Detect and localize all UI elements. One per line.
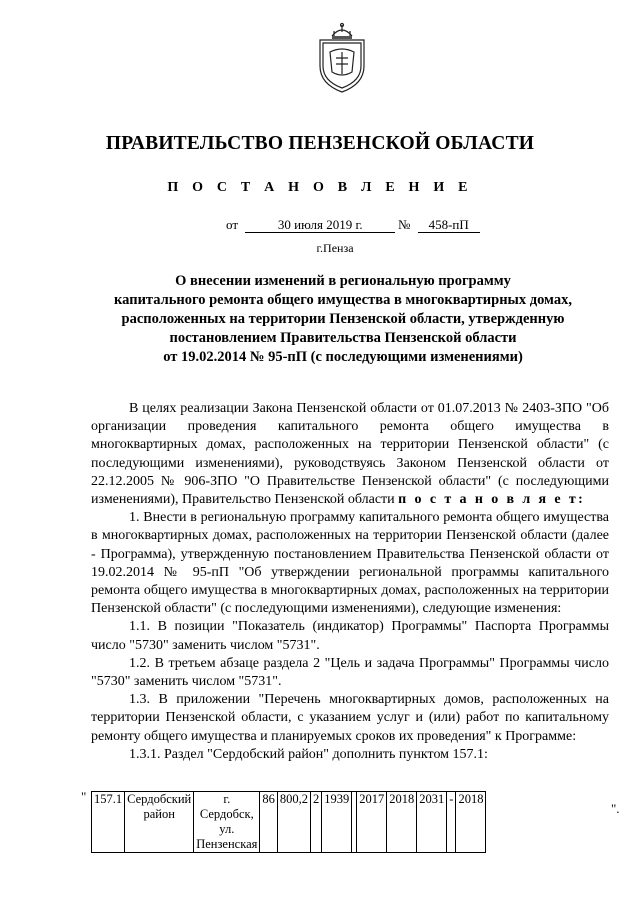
subject-line: от 19.02.2014 № 95-пП (с последующими изменениями) [163,349,523,365]
table-cell: - [447,792,456,853]
paragraph-1: 1. Внести в региональную программу капитального ремонта общего имущества в многоквартирных домах, расположенных на территории Пензенской области (далее - Программа), утвержденную постановлением Правительства Пензенской области от 19.02.2014 № 95-пП "Об утверждении региональной программы капитального ремонта общего имущества в многоквартирных домах, расположенных на территории Пензенской области" (с последующими изменениями), следующие изменения: [91,510,609,617]
document-subject [100,272,586,367]
table-cell: 1939 [322,792,352,853]
subject-line: постановлением Правительства Пензенской области [169,330,517,346]
table-cell: 800,2 [277,792,310,853]
date-line [226,217,395,233]
document-body [91,400,609,764]
number-line [398,217,480,233]
paragraph-1-3-1: 1.3.1. Раздел "Сердобский район" дополнить пунктом 157.1: [129,746,488,762]
paragraph-1-2: 1.2. В третьем абзаце раздела 2 "Цель и задача Программы" Программы число "5730" заменить числом "5731". [91,655,609,690]
close-quote: ". [611,801,620,816]
open-quote: " [81,789,87,804]
paragraph-1-1: 1.1. В позиции "Показатель (индикатор) Программы" Паспорта Программы число "5730" заменить числом "5731". [91,619,609,653]
paragraph-1-3: 1.3. В приложении "Перечень многоквартирных домов, расположенных на территории Пензенской области, с указанием услуг и (или) работ по капитальному ремонту общего имущества и планируемых сроков их проведения" к Программе: [91,692,609,744]
table-cell: 2018 [456,792,486,853]
table-cell: 2018 [387,792,417,853]
organization-title: ПРАВИТЕЛЬСТВО ПЕНЗЕНСКОЙ ОБЛАСТИ [105,133,535,154]
table-cell: г. Сердобск, ул. Пензенская [194,792,260,853]
table-cell: 157.1 [92,792,125,853]
table-cell: 2031 [417,792,447,853]
document-date: 30 июля 2019 г. [245,218,395,233]
date-prefix: от [226,217,239,232]
document-kind: П О С Т А Н О В Л Е Н И Е [167,180,473,195]
subject-line: расположенных на территории Пензенской области, утвержденную [121,311,565,327]
subject-line: О внесении изменений в региональную программу [175,273,511,289]
table-cell: 2017 [357,792,387,853]
city: г.Пенза [316,241,354,255]
table-cell: 86 [260,792,278,853]
preamble-paragraph [91,400,609,509]
insert-table [91,791,486,853]
resolves-word: п о с т а н о в л я е т: [398,492,586,508]
table-row [92,792,486,853]
number-prefix: № [398,217,411,232]
table-cell: 2 [311,792,322,853]
document-number: 458-пП [418,218,480,233]
coat-of-arms-emblem [312,22,372,94]
preamble-text: В целях реализации Закона Пензенской области от 01.07.2013 № 2403-ЗПО "Об организации проведения капитального ремонта общего имущества в многоквартирных домах, расположенных на территории Пензенской области" (с последующими изменениями), руководствуясь Законом Пензенской области от 22.12.2005 № 906-ЗПО "О Правительстве Пензенской области" (с последующими изменениями), Правительство Пензенской области [91,401,609,508]
subject-line: капитального ремонта общего имущества в многоквартирных домах, [114,292,572,308]
table-cell: Сердобский район [125,792,194,853]
